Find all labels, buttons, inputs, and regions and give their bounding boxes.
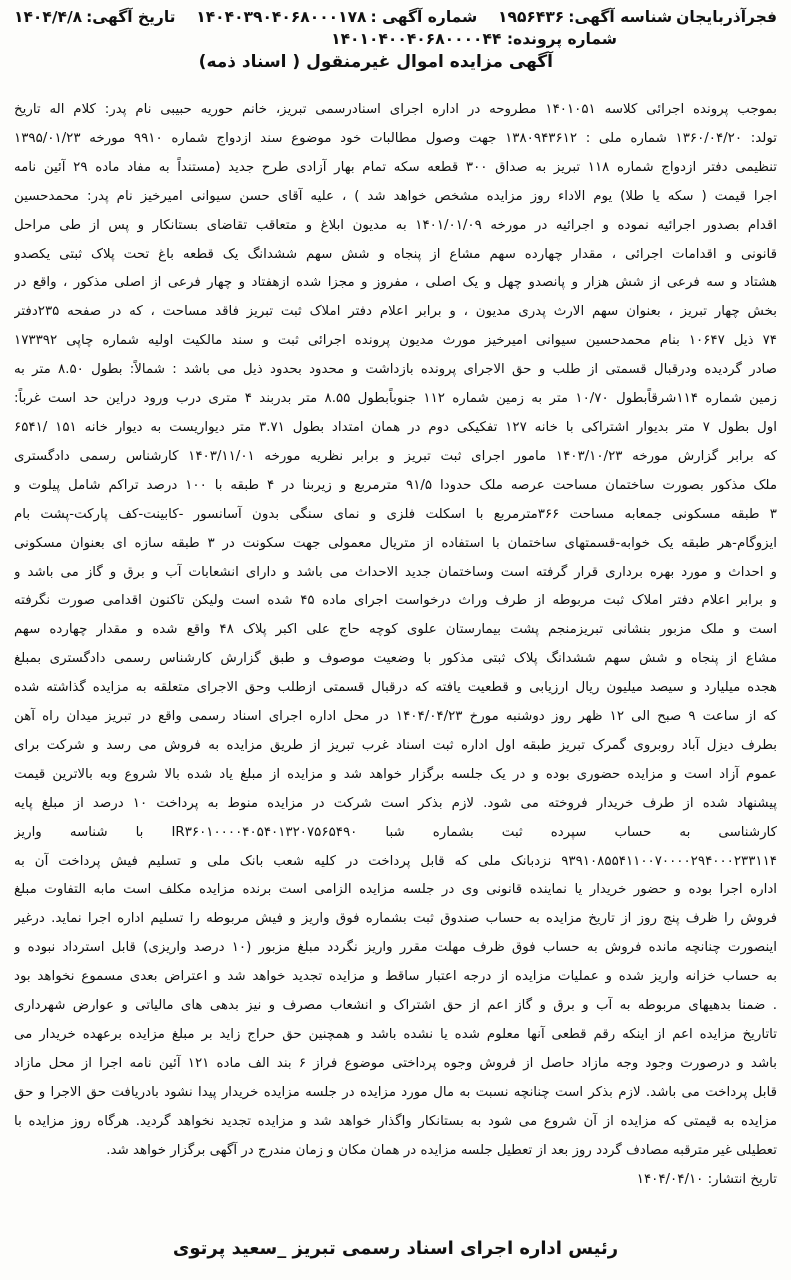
notice-header (14, 6, 777, 28)
body-line: ۹۳۹۱۰۸۵۵۴۱۱۰۰۷۰۰۰۰۲۹۴۰۰۰۲۳۳۱۱۴ نزدبانک ملی که قابل پرداخت در کلیه شعب بانک ملی و تسلیم فیش پرداخت آن به (14, 853, 777, 869)
body-line: قابل پرداخت می باشد. لازم بذکر است چنانچه نسبت به مال مورد مزایده در جلسه مزایده خریدار پیدا نشود بادریافت حق الاجرا و حق (14, 1084, 777, 1100)
body-line: بموجب پرونده اجرائی کلاسه ۱۴۰۱۰۵۱ مطروحه در اداره اجرای اسنادرسمی تبریز، خانم حوریه حبیبی نام پدر: کلام اله تاریخ (14, 102, 777, 117)
body-line: هشتاد و سه فرعی از شش هزار و پانصدو چهل و یک اصلی ، مفروز و مجزا شده ازهفتاد و چهار فرعی از اصلی مذکور ، واقع در (14, 275, 777, 291)
body-line: به حساب خزانه واریز شده و عملیات مزایده از درجه اعتبار ساقط و مزایده تجدید خواهد شد و اعتراض بعدی مسموع نخواهد بود (14, 969, 777, 985)
body-line: اول بطول ۷ متر بدیوار اشتراکی با خانه ۱۲۷ تفکیکی دوم در همان امتداد بطول ۳.۷۱ متر دیواریست به دیوار خانه ۱۵۱ /۶۵۴۱ (14, 419, 777, 435)
body-line: تعطیلی غیر مترقبه مصادف گردد روز بعد از تعطیل جلسه مزایده در همان مکان و زمان مندرج در آگهی برگزار خواهد شد. (106, 1142, 777, 1158)
body-line: که از ساعت ۹ صبح الی ۱۲ ظهر روز دوشنبه مورخ ۱۴۰۴/۰۴/۲۳ در محل اداره اجرای اسناد رسمی واقع در تبریز میدان راه آهن (14, 709, 777, 725)
body-line: قانونی و اقدامات اجرائی ، مقدار چهارده سهم مشاع از پنجاه و شش سهم ششدانگ یک قطعه باغ تحت پلاک ثبتی یکصدو (14, 246, 777, 262)
notice-id: ۱۹۵۶۴۳۶ (498, 8, 565, 26)
notice-id-label: شناسه آگهی: (568, 8, 673, 26)
body-line: پیشنهاد شده از طرف خریدار فروخته می شود. لازم بذکر است شرکت در مزایده منوط به پرداخت ۱۰ درصد از مبلغ پایه (14, 795, 777, 811)
body-line: مزایده به قیمتی که مزایده از آن شروع می شود به بستانکار واگذار خواهد شد و مزایده تجدید نخواهد گردید. هرگاه روز مزایده با (14, 1113, 777, 1129)
notice-date-group (14, 6, 175, 28)
notice-number: ۱۴۰۴۰۳۹۰۴۰۶۸۰۰۰۱۷۸ (196, 8, 367, 26)
body-line: . ضمنا بدهیهای مربوطه به آب و برق و گاز اعم از حق اشتراک و انشعاب مصرف و نیز بدهی های مالیاتی و عوارض شهرداری (14, 998, 777, 1014)
body-line: صادر گردیده ودرقبال قسمتی از طلب و حق الاجرای پرونده بازداشت و محدود بحدود ذیل می باشد : شمالاً: بطول ۸.۵۰ متر به (14, 362, 777, 378)
body-line: ایزوگام-هر طبقه یک خوابه-قسمتهای ساختمان با استفاده از متریال معمولی جهت سکونت در ۳ طبقه سازه ای بعنوان مسکونی (14, 535, 777, 551)
body-line: بطرف دیزل آباد روبروی گمرک تبریز طبقه اول اداره ثبت اسناد غرب تبریز از طریق مزایده به فروش می رسد و شرکت برای (14, 737, 777, 753)
notice-title: آگهی مزایده اموال غیرمنقول ( اسناد ذمه) (198, 52, 553, 72)
notice-number-label: شماره آگهی : (370, 8, 478, 26)
body-line: اقدام بصدور اجرائیه نموده و اجرائیه در مورخه ۱۴۰۱/۰۱/۰۹ به مدیون ابلاغ و متعاقب تقاضای بستانکار و پس از طی مراحل (14, 217, 777, 233)
body-line: اجرا قیمت ( سکه یا طلا) یوم الاداء روز مزایده مشخص خواهد شد ) ، علیه آقای حسن سیوانی امیرخیز نام پدر: محمدحسین (14, 188, 777, 204)
body-line: ۷۴ ذیل ۱۰۶۴۷ بنام محمدحسین سیوانی امیرخیز مورث مدیون پرونده اجرائی ثبت و سند مالکیت اولیه شماره چاپی ۱۷۳۳۹۲ (14, 333, 777, 349)
file-number: ۱۴۰۱۰۴۰۰۴۰۶۸۰۰۰۰۴۴ (331, 30, 502, 48)
notice-body (14, 96, 777, 1194)
body-line: زمین شماره ۱۱۴شرقاًبطول ۱۰/۷۰ متر به زمین شماره ۱۱۲ جنوباًبطول ۸.۵۵ متر بدربند ۴ متری درب ورود دراین حد است غرباً: (14, 391, 777, 407)
body-line: اداره اجرا بوده و حضور خریدار یا نماینده قانونی وی در جلسه مزایده الزامی است برنده مزایده مکلف است مابه التفاوت مبلغ (14, 882, 777, 898)
body-line: فروش را ظرف پنج روز از تاریخ مزایده به حساب صندوق ثبت بشماره فوق واریز و فیش مربوطه را تسلیم اداره اجرا نماید. درغیر (14, 911, 777, 927)
notice-id-group (498, 6, 777, 28)
body-line: تاتاریخ مزایده اعم از اینکه رقم قطعی آنها معلوم شده یا نشده باشد و همچنین حق حراج زاید بر مبلغ مزایده برعهده خریدار می (14, 1027, 777, 1042)
body-line: بخش چهار تبریز ، بعنوان سهم الارث پدری مدیون ، و برابر اعلام دفتر املاک ثبت تبریز فاقد مساحت ، که در صفحه ۲۳۵دفتر (14, 304, 777, 320)
body-line: کارشناسی به حساب سپرده ثبت بشماره شبا IR۳۶۰۱۰۰۰۰۴۰۵۴۰۱۳۲۰۷۵۶۵۴۹۰ با شناسه واریز (14, 824, 777, 840)
body-line: باشد و درصورت وجود وجه مازاد حاصل از فروش وجوه پرداختی موضوع فراز ۶ بند الف ماده ۱۲۱ آئین نامه اجرا از محل مازاد (14, 1055, 777, 1071)
body-line: تولد: ۱۳۶۰/۰۴/۲۰ شماره ملی : ۱۳۸۰۹۴۳۶۱۲ جهت وصول مطالبات خود موضوع سند ازدواج شماره ۹۹۱۰ مورخه ۱۳۹۵/۰۱/۲۳ (14, 130, 777, 146)
body-line: که برابر گزارش مورخه ۱۴۰۳/۱۰/۲۳ مامور اجرای ثبت تبریز و برابر نظریه مورخه ۱۴۰۳/۱۱/۰۱ کارشناس رسمی دادگستری (14, 448, 777, 464)
body-line: عموم آزاد است و مزایده حضوری بوده و در یک جلسه برگزار خواهد شد و مزایده از مبلغ یاد شده بالا شروع وبه بالاترین قیمت (14, 766, 777, 782)
body-line: ملک مذکور بصورت ساختمان مساحت عرصه ملک حدودا ۹۱/۵ مترمربع و زیربنا در ۴ طبقه با ۱۰۰ درصد تراکم شامل پیلوت و (14, 477, 777, 493)
body-line: است و ملک مزبور بنشانی تبریزمنجم پشت بیمارستان علوی کوچه حاج علی اکبر پلاک ۴۸ واقع شده و مقدار چهارده سهم (14, 622, 777, 638)
newspaper-name: فجرآذربایجان (676, 8, 777, 26)
body-line: تنظیمی دفتر ازدواج شماره ۱۱۸ تبریز به صداق ۳۰۰ قطعه سکه تمام بهار آزادی طرح جدید (مستنداً به مفاد ماده ۲۹ آئین نامه (14, 159, 777, 175)
body-line: و احداث و مورد بهره برداری قرار گرفته است وساختمان جدید الاحداث می باشد و دارای انشعابات آب و برق و گاز می باشد و (14, 564, 777, 580)
body-line: و برابر اعلام دفتر املاک ثبت مربوطه از طرف وراث درخواست اجرای ماده ۴۵ شده است ولیکن تاکنون اقدامی صورت نگرفته (14, 593, 777, 609)
notice-date-label: تاریخ آگهی: (86, 8, 176, 26)
body-line: هجده میلیارد و سیصد میلیون ریال ارزیابی و قطعیت یافته که درقبال قسمتی ازطلب وحق الاجرای متعلقه به مزایده گذاشته شده (14, 680, 777, 696)
body-line: مشاع از پنجاه و شش سهم ششدانگ پلاک ثبتی مذکور با وضعیت موصوف و طبق گزارش کارشناس رسمی دادگستری بمبلغ (14, 651, 777, 667)
body-line: ۳ طبقه مسکونی جمعابه مساحت ۳۶۶مترمربع با اسکلت فلزی و نمای سنگی بدون آسانسور -کابینت-کف پارکت-پشت بام (14, 506, 777, 522)
body-line: تاریخ انتشار: ۱۴۰۴/۰۴/۱۰ (636, 1171, 777, 1187)
file-number-label: شماره پرونده: (506, 30, 617, 48)
notice-number-group (196, 6, 477, 28)
body-line: اینصورت چنانچه مانده فروش به حساب فوق ظرف مهلت مقرر واریز نگردد مبلغ مزبور (۱۰ درصد واریزی) قابل استرداد نبوده و (14, 940, 777, 956)
notice-date: ۱۴۰۴/۴/۸ (14, 8, 83, 26)
file-number-line (14, 28, 777, 50)
signature: رئیس اداره اجرای اسناد رسمی تبریز _سعید پرتوی (172, 1238, 619, 1259)
